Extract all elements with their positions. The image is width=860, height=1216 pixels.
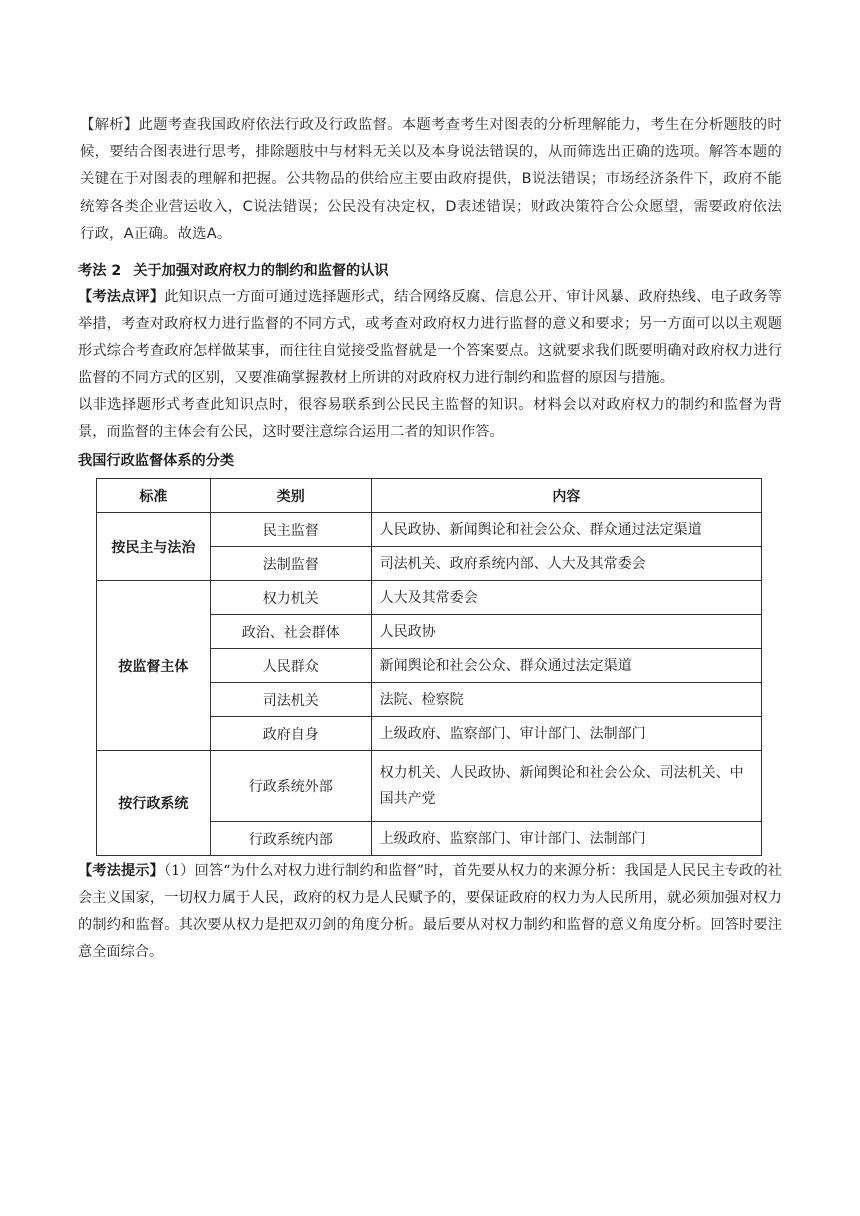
header-category: 类别 xyxy=(210,479,371,513)
category-cell: 行政系统内部 xyxy=(210,822,371,856)
category-cell: 人民群众 xyxy=(210,649,371,683)
comment-paragraph xyxy=(78,284,782,392)
kaofa-heading xyxy=(78,258,782,284)
standard-cell: 按民主与法治 xyxy=(97,513,211,581)
kaofa-title: 关于加强对政府权力的制约和监督的认识 xyxy=(133,263,389,280)
standard-cell: 按监督主体 xyxy=(97,581,211,751)
category-cell: 行政系统外部 xyxy=(210,751,371,822)
category-cell: 权力机关 xyxy=(210,581,371,615)
tips-paragraph xyxy=(78,858,782,966)
category-cell: 政治、社会群体 xyxy=(210,615,371,649)
document-page xyxy=(78,112,782,966)
paragraph-2: 以非选择题形式考查此知识点时，很容易联系到公民民主监督的知识。材料会以对政府权力的制约和监督为背景，而监督的主体会有公民，这时要注意综合运用二者的知识作答。 xyxy=(78,397,782,441)
comment-label: 【考法点评】 xyxy=(78,289,165,306)
supervision-table xyxy=(96,478,762,856)
content-cell: 上级政府、监察部门、审计部门、法制部门 xyxy=(371,822,761,856)
category-cell: 司法机关 xyxy=(210,683,371,717)
content-cell: 人大及其常委会 xyxy=(371,581,761,615)
content-cell: 人民政协 xyxy=(371,615,761,649)
header-content: 内容 xyxy=(371,479,761,513)
table-row xyxy=(97,751,762,822)
content-cell: 权力机关、人民政协、新闻舆论和社会公众、司法机关、中国共产党 xyxy=(371,751,761,822)
content-cell: 新闻舆论和社会公众、群众通过法定渠道 xyxy=(371,649,761,683)
table-row xyxy=(97,513,762,547)
category-cell: 政府自身 xyxy=(210,717,371,751)
tips-text: （1）回答“为什么对权力进行制约和监督”时，首先要从权力的来源分析：我国是人民民主专政的社会主义国家，一切权力属于人民，政府的权力是人民赋予的，要保证政府的权力为人民所用，就必须加强对权力的制约和监督。其次要从权力是把双刃剑的角度分析。最后要从对权力制约和监督的意义角度分析。回答时要注意全面综合。 xyxy=(78,863,782,961)
table-header-row xyxy=(97,479,762,513)
kaofa-label: 考法 2 xyxy=(78,263,122,280)
header-standard: 标准 xyxy=(97,479,211,513)
tips-label: 【考法提示】 xyxy=(78,863,164,880)
category-cell: 民主监督 xyxy=(210,513,371,547)
table-title: 我国行政监督体系的分类 xyxy=(78,453,235,470)
comment-text: 此知识点一方面可通过选择题形式，结合网络反腐、信息公开、审计风暴、政府热线、电子政务等举措，考查对政府权力进行监督的不同方式，或考查对政府权力进行监督的意义和要求；另一方面可以以主观题形式综合考查政府怎样做某事，而往往自觉接受监督就是一个答案要点。这就要求我们既要明确对政府权力进行监督的不同方式的区别，又要准确掌握教材上所讲的对政府权力进行制约和监督的原因与措施。 xyxy=(78,289,782,387)
standard-cell: 按行政系统 xyxy=(97,751,211,856)
content-cell: 法院、检察院 xyxy=(371,683,761,717)
analysis-paragraph: 【解析】此题考查我国政府依法行政及行政监督。本题考查考生对图表的分析理解能力，考生在分析题肢的时候，要结合图表进行思考，排除题肢中与材料无关以及本身说法错误的，从而筛选出正确的选项。解答本题的关键在于对图表的理解和把握。公共物品的供给应主要由政府提供，B说法错误；市场经济条件下，政府不能统筹各类企业营运收入，C说法错误；公民没有决定权，D表述错误；财政决策符合公众愿望，需要政府依法行政，A正确。故选A。 xyxy=(80,117,782,242)
table-row xyxy=(97,581,762,615)
content-cell: 人民政协、新闻舆论和社会公众、群众通过法定渠道 xyxy=(371,513,761,547)
content-cell: 上级政府、监察部门、审计部门、法制部门 xyxy=(371,717,761,751)
category-cell: 法制监督 xyxy=(210,547,371,581)
content-cell: 司法机关、政府系统内部、人大及其常委会 xyxy=(371,547,761,581)
